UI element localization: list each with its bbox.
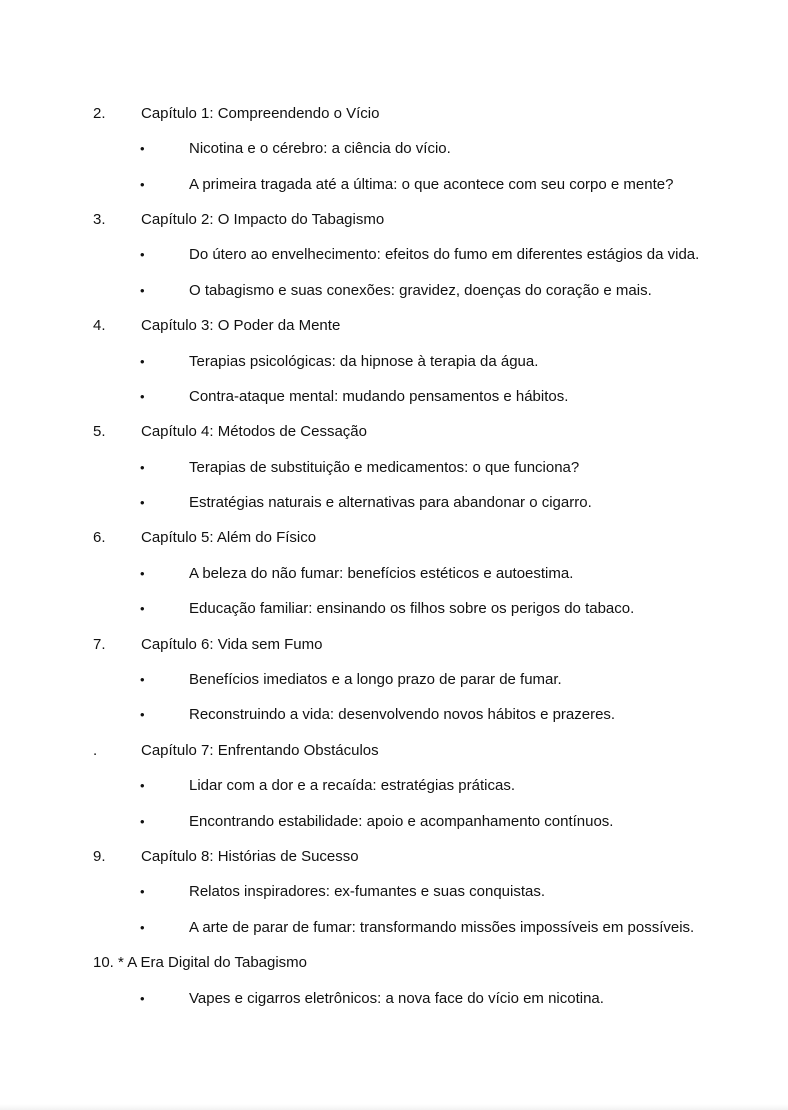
chapter-number: . bbox=[93, 742, 98, 759]
bullet-icon: • bbox=[140, 460, 145, 475]
bullet-icon: • bbox=[140, 389, 145, 404]
chapter-title: Capítulo 2: O Impacto do Tabagismo bbox=[141, 211, 385, 228]
chapter-number: 3. bbox=[93, 211, 106, 228]
list-item-text: Estratégias naturais e alternativas para abandonar o cigarro. bbox=[189, 494, 592, 511]
bullet-icon: • bbox=[140, 247, 145, 262]
list-item-text: Nicotina e o cérebro: a ciência do vício. bbox=[189, 140, 451, 157]
bullet-icon: • bbox=[140, 495, 145, 510]
bullet-icon: • bbox=[140, 991, 145, 1006]
bullet-icon: • bbox=[140, 566, 145, 581]
chapter-number: 6. bbox=[93, 529, 106, 546]
bullet-icon: • bbox=[140, 778, 145, 793]
list-item-text: O tabagismo e suas conexões: gravidez, doenças do coração e mais. bbox=[189, 282, 652, 299]
chapter-title: Capítulo 5: Além do Físico bbox=[141, 529, 317, 546]
bullet-icon: • bbox=[140, 177, 145, 192]
page-bottom-edge bbox=[0, 1104, 788, 1110]
bullet-icon: • bbox=[140, 141, 145, 156]
chapter-title: Capítulo 3: O Poder da Mente bbox=[141, 317, 341, 334]
list-item-text: A arte de parar de fumar: transformando missões impossíveis em possíveis. bbox=[189, 919, 695, 936]
bullet-icon: • bbox=[140, 354, 145, 369]
list-item-text: Reconstruindo a vida: desenvolvendo novos hábitos e prazeres. bbox=[189, 706, 616, 723]
list-item-text: A beleza do não fumar: benefícios estéticos e autoestima. bbox=[189, 565, 574, 582]
chapter-title: Capítulo 4: Métodos de Cessação bbox=[141, 423, 367, 440]
list-item-text: Terapias de substituição e medicamentos: o que funciona? bbox=[189, 459, 580, 476]
chapter-title: Capítulo 7: Enfrentando Obstáculos bbox=[141, 742, 379, 759]
chapter-title: 10. * A Era Digital do Tabagismo bbox=[93, 954, 308, 971]
list-item-text: Vapes e cigarros eletrônicos: a nova face do vício em nicotina. bbox=[189, 990, 604, 1007]
chapter-title: Capítulo 8: Histórias de Sucesso bbox=[141, 848, 359, 865]
list-item-text: Do útero ao envelhecimento: efeitos do fumo em diferentes estágios da vida. bbox=[189, 246, 700, 263]
bullet-icon: • bbox=[140, 884, 145, 899]
bullet-icon: • bbox=[140, 814, 145, 829]
list-item-text: Terapias psicológicas: da hipnose à terapia da água. bbox=[189, 353, 539, 370]
bullet-icon: • bbox=[140, 707, 145, 722]
list-item-text: Contra-ataque mental: mudando pensamentos e hábitos. bbox=[189, 388, 569, 405]
chapter-number: 9. bbox=[93, 848, 106, 865]
chapter-title: Capítulo 1: Compreendendo o Vício bbox=[141, 105, 380, 122]
chapter-number: 2. bbox=[93, 105, 106, 122]
bullet-icon: • bbox=[140, 283, 145, 298]
chapter-number: 4. bbox=[93, 317, 106, 334]
list-item-text: Lidar com a dor e a recaída: estratégias práticas. bbox=[189, 777, 516, 794]
list-item-text: Encontrando estabilidade: apoio e acompanhamento contínuos. bbox=[189, 813, 614, 830]
chapter-number: 7. bbox=[93, 636, 106, 653]
bullet-icon: • bbox=[140, 601, 145, 616]
chapter-number: 5. bbox=[93, 423, 106, 440]
bullet-icon: • bbox=[140, 672, 145, 687]
list-item-text: Benefícios imediatos e a longo prazo de parar de fumar. bbox=[189, 671, 562, 688]
list-item-text: Relatos inspiradores: ex-fumantes e suas conquistas. bbox=[189, 883, 546, 900]
list-item-text: Educação familiar: ensinando os filhos sobre os perigos do tabaco. bbox=[189, 600, 635, 617]
chapter-title: Capítulo 6: Vida sem Fumo bbox=[141, 636, 323, 653]
list-item-text: A primeira tragada até a última: o que acontece com seu corpo e mente? bbox=[189, 176, 674, 193]
bullet-icon: • bbox=[140, 920, 145, 935]
